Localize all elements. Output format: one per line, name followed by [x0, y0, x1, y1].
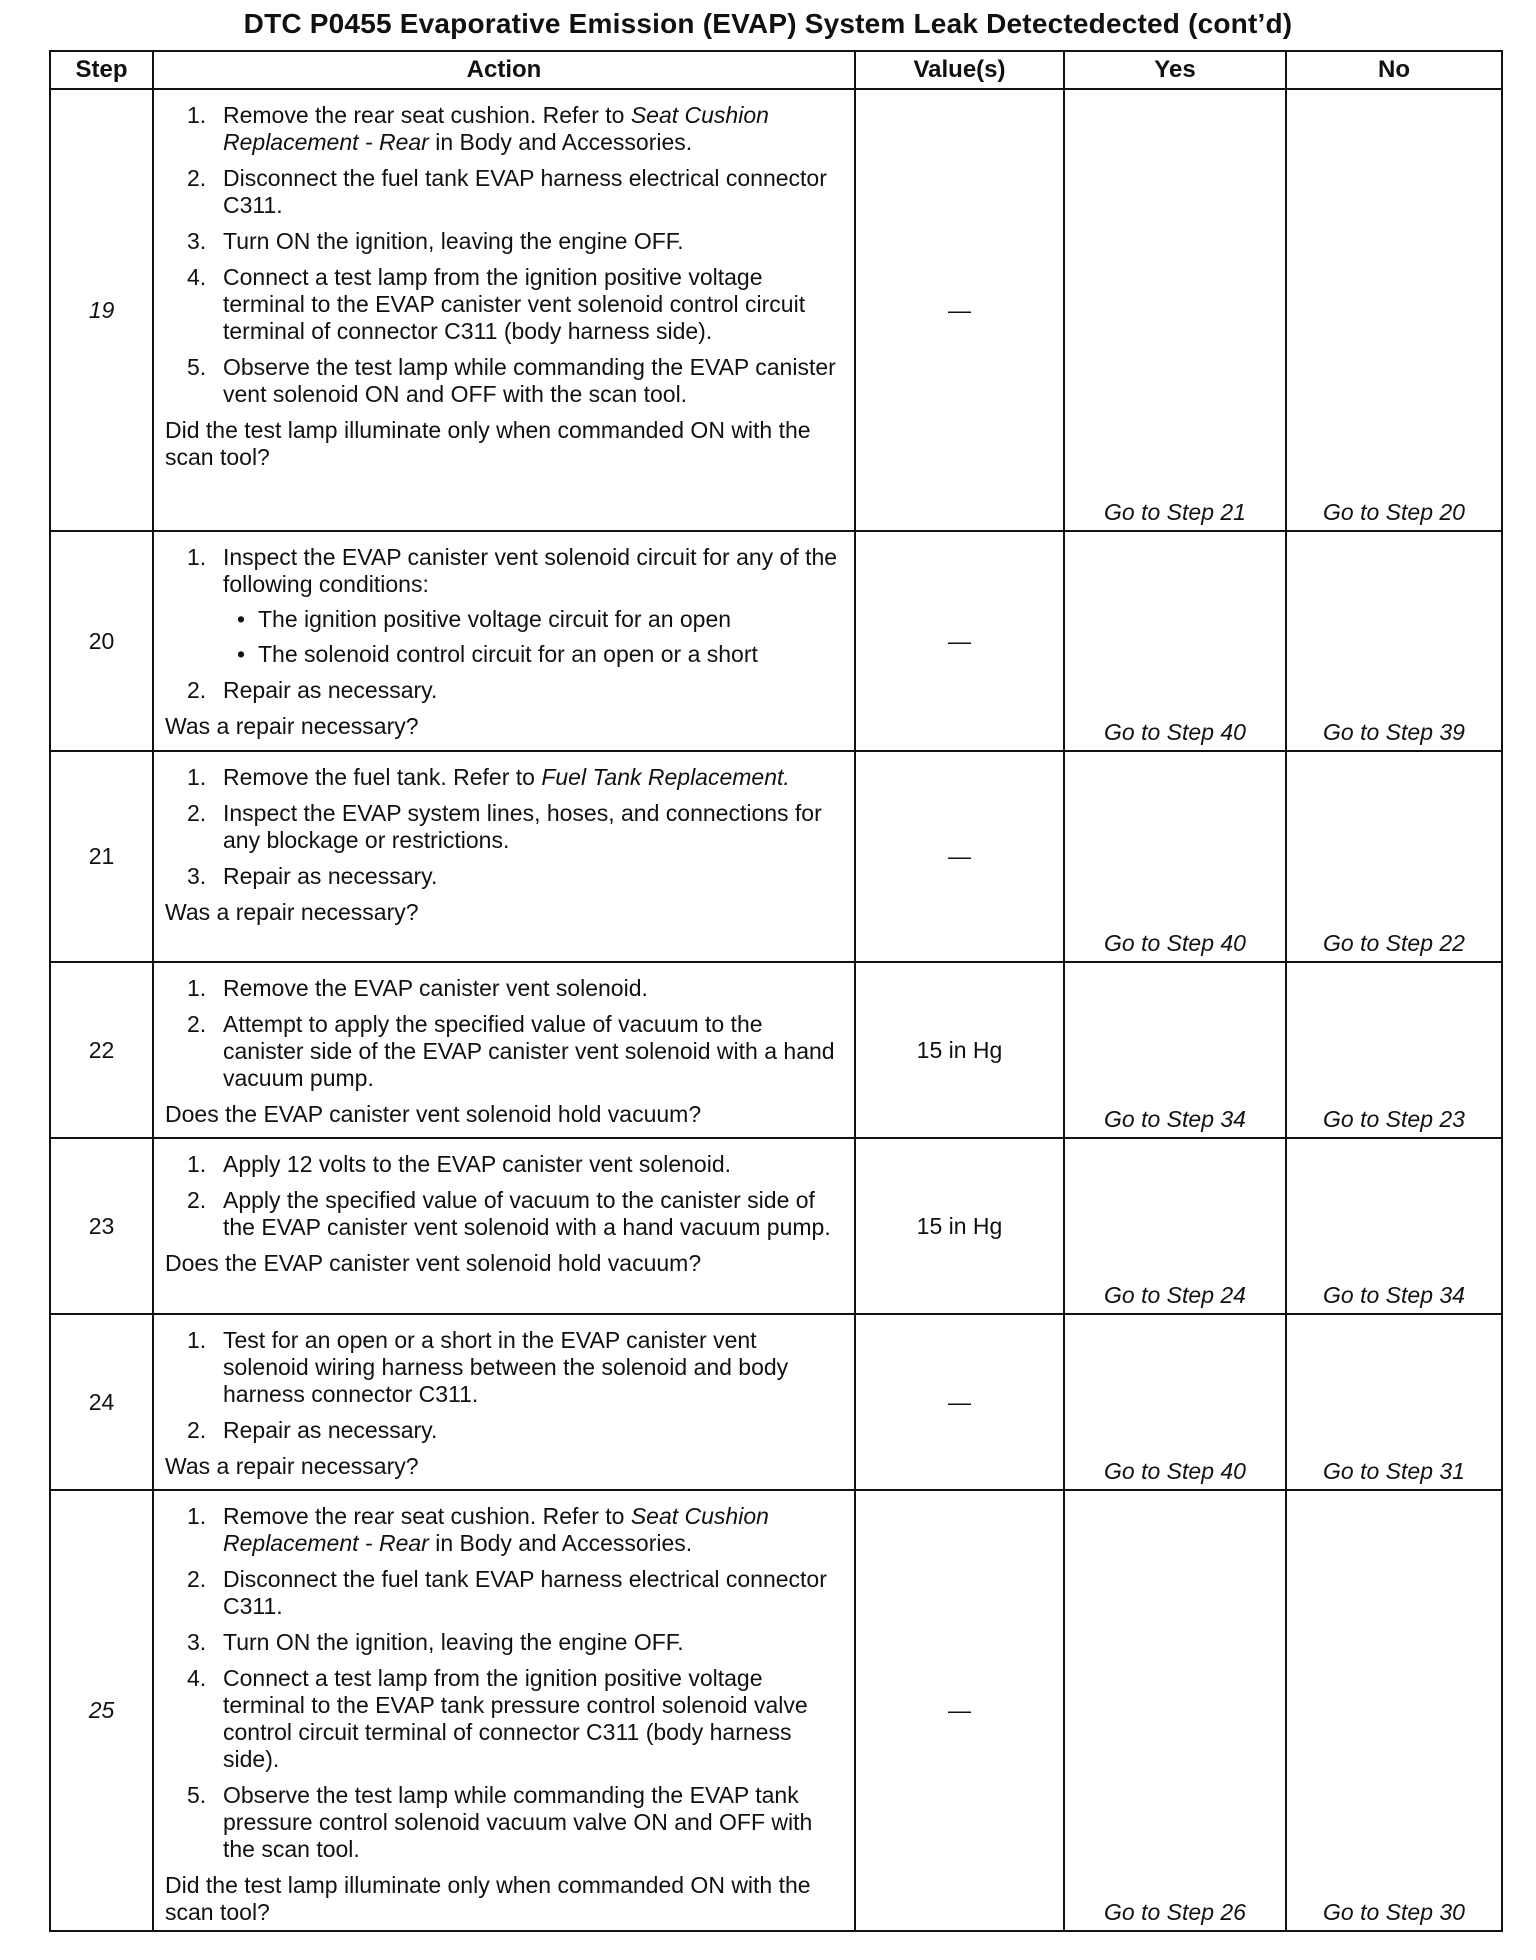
action-cell: [153, 1314, 855, 1490]
table-row: [50, 1138, 1502, 1314]
yes-cell: [1064, 1314, 1286, 1490]
header-no: No: [1286, 51, 1502, 89]
header-action: Action: [153, 51, 855, 89]
action-step-text-cont: in Body and Accessories.: [428, 129, 693, 155]
action-step: [165, 1151, 846, 1178]
action-step-text: Remove the rear seat cushion. Refer to: [223, 102, 631, 128]
action-question: Does the EVAP canister vent solenoid hold vacuum?: [165, 1250, 702, 1276]
action-step-text-cont: in Body and Accessories.: [428, 1530, 693, 1556]
action-steps: [165, 1503, 846, 1863]
action-step-number: 1.: [187, 975, 207, 1001]
action-cell: [153, 531, 855, 751]
action-cell: [153, 89, 855, 531]
action-step: [165, 800, 846, 854]
action-steps: [165, 1151, 846, 1241]
action-content: [154, 532, 854, 744]
action-step-text: Inspect the EVAP system lines, hoses, and connections for any blockage or restrictions.: [223, 800, 822, 853]
action-step-text: Test for an open or a short in the EVAP canister vent solenoid wiring harness between the solenoid and body harness connector C311.: [223, 1327, 789, 1407]
step-number: 23: [50, 1138, 153, 1314]
action-step-number: 3.: [187, 1629, 207, 1655]
step-number: 24: [50, 1314, 153, 1490]
no-cell: [1286, 1314, 1502, 1490]
action-question: Was a repair necessary?: [165, 713, 419, 739]
table-header-row: [50, 51, 1502, 89]
action-step-number: 1.: [187, 1327, 207, 1353]
action-step-number: 2.: [187, 1011, 207, 1037]
diagnostic-table: [49, 50, 1503, 1932]
header-yes: Yes: [1064, 51, 1286, 89]
action-step-text: Remove the EVAP canister vent solenoid.: [223, 975, 648, 1001]
action-step-number: 2.: [187, 677, 207, 703]
action-content: [154, 752, 854, 930]
no-cell: [1286, 962, 1502, 1138]
action-step-text: Attempt to apply the specified value of vacuum to the canister side of the EVAP canister vent solenoid with a hand vacuum pump.: [223, 1011, 835, 1091]
action-step: [165, 228, 846, 255]
action-step-number: 4.: [187, 1665, 207, 1691]
action-step: [165, 1782, 846, 1863]
action-step-number: 3.: [187, 228, 207, 254]
yes-cell: [1064, 962, 1286, 1138]
action-content: [154, 1315, 854, 1484]
action-step: [165, 354, 846, 408]
action-step-text: Connect a test lamp from the ignition positive voltage terminal to the EVAP canister vent solenoid control circuit terminal of connector C311 (body harness side).: [223, 264, 806, 344]
action-step: [165, 102, 846, 156]
action-step: [165, 1417, 846, 1444]
table-row: [50, 1314, 1502, 1490]
bullet-icon: •: [237, 641, 246, 667]
value-cell: —: [855, 1314, 1064, 1490]
action-step-text: Repair as necessary.: [223, 863, 438, 889]
action-content: [154, 963, 854, 1132]
table-row: [50, 89, 1502, 531]
condition-item: [223, 606, 846, 633]
yes-cell: [1064, 1490, 1286, 1931]
yes-cell: [1064, 1138, 1286, 1314]
step-number: 20: [50, 531, 153, 751]
yes-goto: Go to Step 40: [1104, 1458, 1246, 1484]
action-step-number: 2.: [187, 1187, 207, 1213]
condition-list: [223, 606, 846, 668]
action-step-text: Repair as necessary.: [223, 677, 438, 703]
reference-link: Seat Cushion Replacement - Rear: [223, 1503, 769, 1556]
action-step-number: 1.: [187, 544, 207, 570]
yes-goto: Go to Step 40: [1104, 930, 1246, 956]
action-cell: [153, 1138, 855, 1314]
action-step: [165, 764, 846, 791]
yes-goto: Go to Step 34: [1104, 1106, 1246, 1132]
bullet-icon: •: [237, 606, 246, 632]
no-cell: [1286, 531, 1502, 751]
action-step-text: Turn ON the ignition, leaving the engine OFF.: [223, 1629, 684, 1655]
action-step: [165, 165, 846, 219]
action-step: [165, 1187, 846, 1241]
action-step-number: 1.: [187, 102, 207, 128]
no-goto: Go to Step 31: [1323, 1458, 1465, 1484]
action-content: [154, 1491, 854, 1930]
table-body: [50, 89, 1502, 1931]
yes-goto: Go to Step 21: [1104, 499, 1246, 525]
action-step-text: Turn ON the ignition, leaving the engine OFF.: [223, 228, 684, 254]
no-goto: Go to Step 20: [1323, 499, 1465, 525]
no-goto: Go to Step 22: [1323, 930, 1465, 956]
action-step-text: Observe the test lamp while commanding the EVAP tank pressure control solenoid vacuum valve ON and OFF with the scan tool.: [223, 1782, 813, 1862]
value-cell: —: [855, 531, 1064, 751]
action-steps: [165, 764, 846, 890]
action-question: Does the EVAP canister vent solenoid hold vacuum?: [165, 1101, 702, 1127]
value-cell: —: [855, 89, 1064, 531]
yes-goto: Go to Step 26: [1104, 1899, 1246, 1925]
value-cell: 15 in Hg: [855, 962, 1064, 1138]
action-step-number: 1.: [187, 764, 207, 790]
yes-goto: Go to Step 40: [1104, 719, 1246, 745]
yes-cell: [1064, 531, 1286, 751]
no-cell: [1286, 1490, 1502, 1931]
action-step: [165, 264, 846, 345]
condition-text: The solenoid control circuit for an open or a short: [258, 641, 758, 667]
yes-goto: Go to Step 24: [1104, 1282, 1246, 1308]
action-step: [165, 975, 846, 1002]
reference-link: Fuel Tank Replacement.: [541, 764, 790, 790]
action-step: [165, 544, 846, 668]
table-row: [50, 531, 1502, 751]
condition-item: [223, 641, 846, 668]
action-step-number: 5.: [187, 354, 207, 380]
action-step-number: 2.: [187, 1417, 207, 1443]
action-step: [165, 1327, 846, 1408]
action-step: [165, 1665, 846, 1773]
action-step-text: Apply 12 volts to the EVAP canister vent solenoid.: [223, 1151, 731, 1177]
action-cell: [153, 962, 855, 1138]
action-step: [165, 1629, 846, 1656]
header-step: Step: [50, 51, 153, 89]
no-goto: Go to Step 30: [1323, 1899, 1465, 1925]
action-step-text: Disconnect the fuel tank EVAP harness electrical connector C311.: [223, 165, 827, 218]
no-goto: Go to Step 34: [1323, 1282, 1465, 1308]
action-step: [165, 1503, 846, 1557]
step-number: 22: [50, 962, 153, 1138]
action-question: Was a repair necessary?: [165, 899, 419, 925]
action-step-number: 2.: [187, 165, 207, 191]
condition-text: The ignition positive voltage circuit for an open: [258, 606, 732, 632]
action-steps: [165, 1327, 846, 1444]
action-step-text: Repair as necessary.: [223, 1417, 438, 1443]
table-row: [50, 751, 1502, 962]
action-cell: [153, 1490, 855, 1931]
action-step-text: Apply the specified value of vacuum to the canister side of the EVAP canister vent solenoid with a hand vacuum pump.: [223, 1187, 831, 1240]
page-title: DTC P0455 Evaporative Emission (EVAP) System Leak Detectedected (cont’d): [243, 8, 1293, 39]
value-cell: 15 in Hg: [855, 1138, 1064, 1314]
action-cell: [153, 751, 855, 962]
action-step-text: Remove the fuel tank. Refer to: [223, 764, 542, 790]
action-step-text: Disconnect the fuel tank EVAP harness electrical connector C311.: [223, 1566, 827, 1619]
action-question: Did the test lamp illuminate only when commanded ON with the scan tool?: [165, 1872, 811, 1925]
action-step-number: 2.: [187, 800, 207, 826]
value-cell: —: [855, 1490, 1064, 1931]
yes-cell: [1064, 751, 1286, 962]
no-cell: [1286, 1138, 1502, 1314]
action-step-number: 5.: [187, 1782, 207, 1808]
no-goto: Go to Step 23: [1323, 1106, 1465, 1132]
action-steps: [165, 975, 846, 1092]
action-step-number: 2.: [187, 1566, 207, 1592]
table-row: [50, 1490, 1502, 1931]
action-step-text: Remove the rear seat cushion. Refer to: [223, 1503, 631, 1529]
action-step-text: Observe the test lamp while commanding the EVAP canister vent solenoid ON and OFF with the scan tool.: [223, 354, 836, 407]
header-values: Value(s): [855, 51, 1064, 89]
action-question: Was a repair necessary?: [165, 1453, 419, 1479]
action-step-number: 1.: [187, 1151, 207, 1177]
reference-link: Seat Cushion Replacement - Rear: [223, 102, 769, 155]
step-number: 21: [50, 751, 153, 962]
action-step-number: 1.: [187, 1503, 207, 1529]
step-number: 25: [50, 1490, 153, 1931]
action-step: [165, 1011, 846, 1092]
action-step-text: Connect a test lamp from the ignition positive voltage terminal to the EVAP tank pressure control solenoid valve control circuit terminal of connector C311 (body harness side).: [223, 1665, 808, 1772]
action-steps: [165, 544, 846, 704]
action-step-number: 3.: [187, 863, 207, 889]
value-cell: —: [855, 751, 1064, 962]
action-question: Did the test lamp illuminate only when commanded ON with the scan tool?: [165, 417, 811, 470]
action-step-text: Inspect the EVAP canister vent solenoid circuit for any of the following conditions:: [223, 544, 838, 597]
no-goto: Go to Step 39: [1323, 719, 1465, 745]
table-row: [50, 962, 1502, 1138]
action-content: [154, 1139, 854, 1281]
action-step-number: 4.: [187, 264, 207, 290]
action-step: [165, 863, 846, 890]
no-cell: [1286, 89, 1502, 531]
action-steps: [165, 102, 846, 408]
step-number: 19: [50, 89, 153, 531]
action-step: [165, 1566, 846, 1620]
yes-cell: [1064, 89, 1286, 531]
action-step: [165, 677, 846, 704]
action-content: [154, 90, 854, 475]
no-cell: [1286, 751, 1502, 962]
